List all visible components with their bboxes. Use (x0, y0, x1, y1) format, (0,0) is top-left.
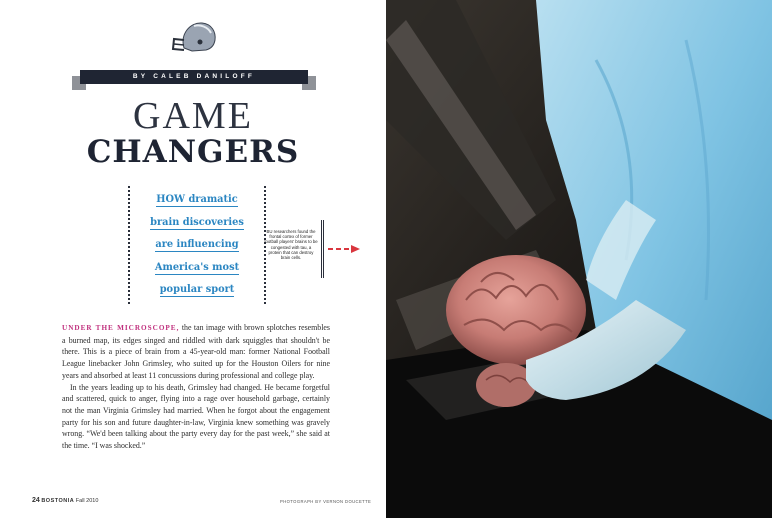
byline-text: BY CALEB DANILOFF (80, 70, 308, 84)
deck-line: popular sport (159, 284, 235, 295)
football-helmet-icon (170, 18, 218, 58)
publication-name: BOSTONIA (41, 498, 75, 504)
sidebar-caption: BU researchers found the frontal cortex of former football players' brains to be congested with tau, a protein that can destroy brain cells. (264, 220, 324, 278)
photo-illustration (386, 0, 772, 518)
deck (128, 186, 266, 304)
issue-date: Fall 2010 (75, 498, 99, 504)
lead-in: UNDER THE MICROSCOPE, (62, 324, 180, 332)
deck-line: America's most (154, 261, 240, 273)
dashed-arrow-icon (327, 244, 361, 254)
brain-photo (386, 0, 772, 518)
byline (72, 68, 316, 90)
folio (32, 497, 98, 504)
article-body (62, 322, 330, 452)
photo-credit: PHOTOGRAPH BY VERNON DOUCETTE (280, 499, 372, 504)
paragraph-2: In the years leading up to his death, Grimsley had changed. He became forgetful and scattered, quick to anger, flying into a rage over household garbage, certainly not the man Virginia Grimsley had married. When he forgot about the engagement party for his son and future daughter-in-law, Virginia knew something was gravely wrong. “We'd been talking about the party every day for the past week,” she said at the time. “I was shocked.” (62, 382, 330, 451)
title-line-2: CHANGERS (86, 134, 300, 170)
deck-line: HOW dramatic (156, 194, 238, 205)
paragraph-1: UNDER THE MICROSCOPE, the tan image with brown splotches resembles a burned map, its edges singed and riddled with dark squiggles that shouldn't be there. This is a piece of brain from a 45-year-old man: former National Football League linebacker John Grimsley, who suited up for the Houston Oilers for nine years and absorbed at least 11 concussions during professional and college play. (62, 323, 330, 380)
deck-line: are influencing (155, 239, 239, 250)
title-line-1: GAME (133, 95, 253, 137)
deck-line: brain discoveries (150, 216, 244, 228)
page-number: 24 (32, 497, 40, 504)
